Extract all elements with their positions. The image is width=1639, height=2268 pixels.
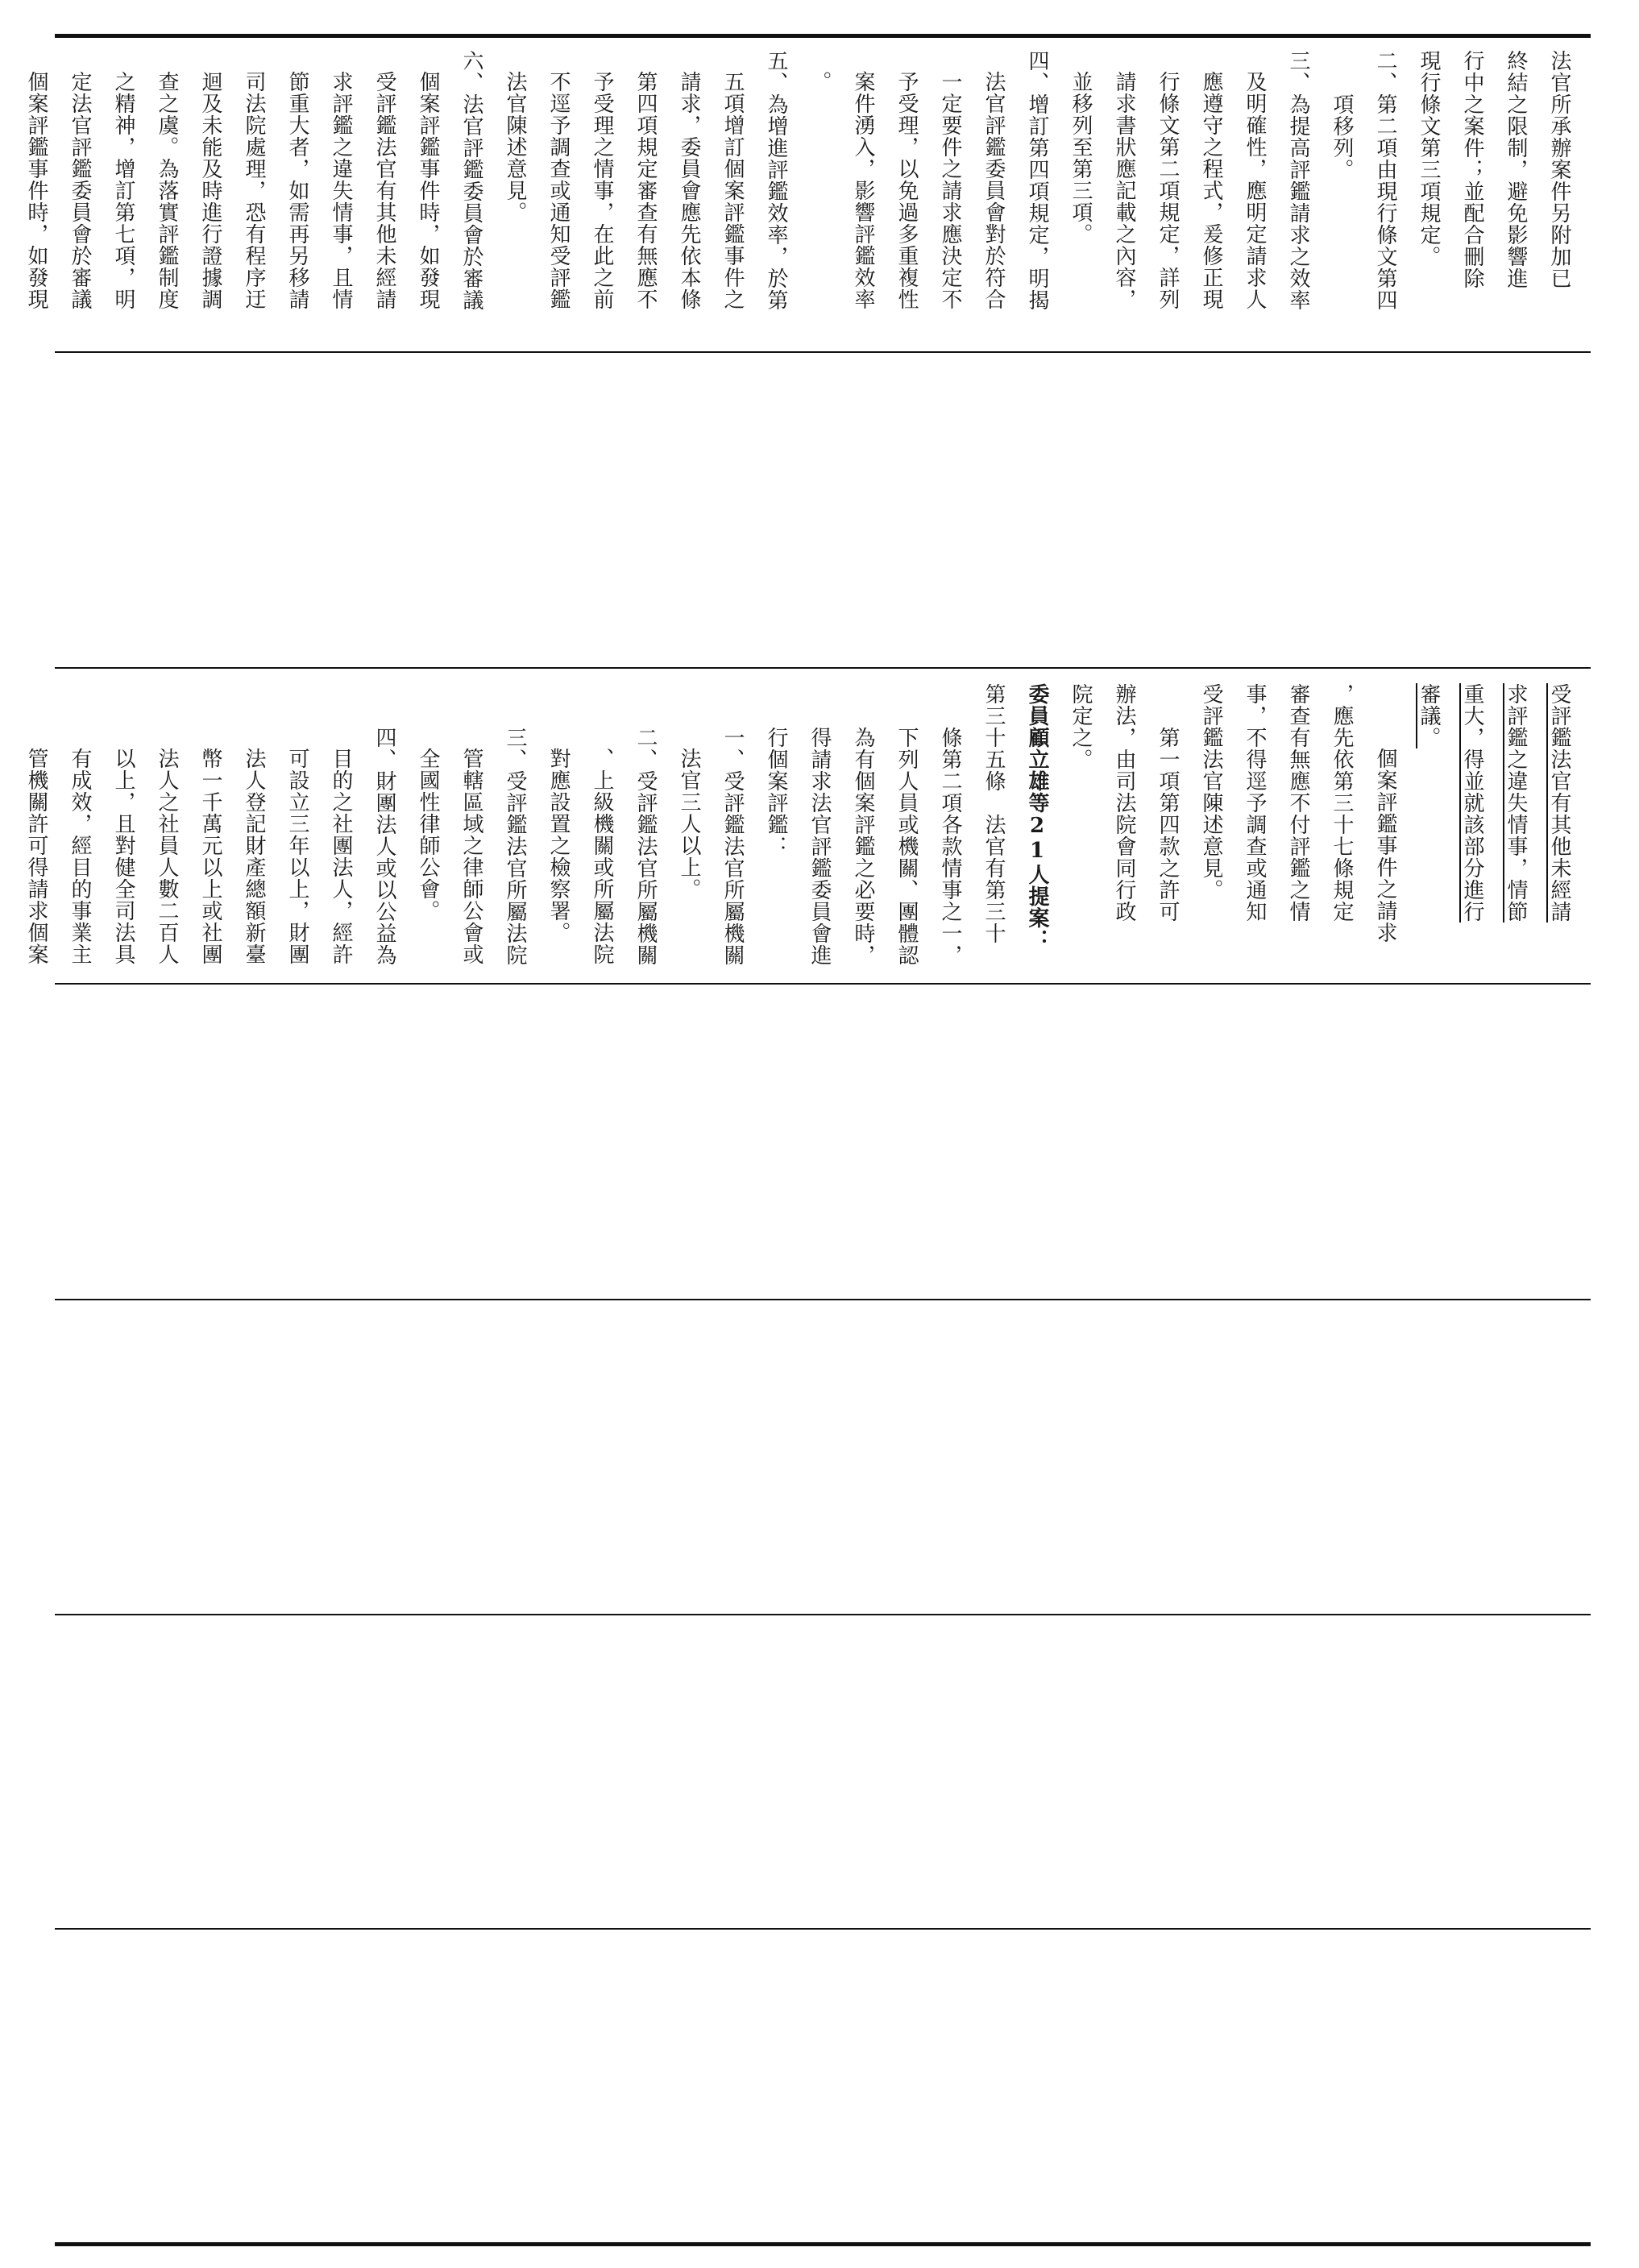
text-line: 個案評鑑事件之請求 — [1373, 748, 1397, 943]
text-line: 五項增訂個案評鑑事件之 — [720, 71, 745, 310]
text-line: 終結之限制，避免影響進 — [1504, 50, 1528, 289]
text-line: 。 — [807, 71, 832, 93]
text-line: 事，不得逕予調查或通知 — [1243, 683, 1267, 923]
vertical-text-reasons — [15, 50, 1581, 340]
text-line: 重大，得並就該部分進行 — [1460, 683, 1484, 923]
text-line: 節重大者，如需再另移請 — [285, 71, 309, 310]
text-line: 一定要件之請求應決定不 — [938, 71, 962, 310]
text-line: 司法院處理，恐有程序迂 — [242, 71, 266, 310]
text-line: 第四項規定審查有無應不 — [633, 71, 658, 310]
text-line: 委員顧立雄等21人提案： — [1025, 683, 1049, 951]
text-line: 三、受評鑑法官所屬法院 — [503, 727, 527, 966]
column-reasons-block — [24, 35, 1591, 351]
bottom-rule — [55, 2242, 1591, 2246]
row-divider-1 — [55, 351, 1591, 353]
text-line: 受評鑑法官有其他未經請 — [1547, 683, 1571, 923]
text-line: 得請求法官評鑑委員會進 — [807, 727, 832, 966]
text-line: 求評鑑之違失情事，且情 — [329, 71, 353, 310]
text-line: 現行條文第三項規定。 — [1417, 50, 1441, 267]
column-proposal-block — [24, 669, 1591, 983]
text-line: 六、法官評鑑委員會於審議 — [459, 50, 483, 311]
text-line: 對應設置之檢察署。 — [546, 748, 571, 943]
text-line: 個案評鑑事件時，如發現 — [416, 71, 440, 310]
text-line: 行個案評鑑： — [764, 727, 788, 857]
text-line: 二、受評鑑法官所屬機關 — [633, 727, 658, 966]
text-line: 予受理之情事，在此之前 — [590, 71, 614, 310]
text-line: 查之虞。為落實評鑑制度 — [155, 71, 179, 310]
text-line: 法官評鑑委員會對於符合 — [981, 71, 1006, 310]
text-line: 下列人員或機關、團體認 — [894, 727, 919, 966]
text-line: 及明確性，應明定請求人 — [1243, 71, 1267, 310]
text-line: 並移列至第三項。 — [1068, 71, 1093, 245]
text-line: 條第二項各款情事之一， — [938, 727, 962, 966]
text-line: 應遵守之程式，爰修正現 — [1199, 71, 1223, 310]
text-line: 審查有無應不付評鑑之情 — [1286, 683, 1310, 923]
row-divider-4 — [55, 1299, 1591, 1300]
text-line: 管機關許可得請求個案 — [24, 748, 48, 965]
text-line: 以上，且對健全司法具 — [111, 748, 135, 965]
text-line: 案件湧入，影響評鑑效率 — [851, 71, 875, 310]
text-line: 審議。 — [1417, 683, 1441, 748]
text-line: 一、受評鑑法官所屬機關 — [720, 727, 745, 966]
text-line: 辦法，由司法院會同行政 — [1112, 683, 1136, 923]
text-line: 法官所承辦案件另附加已 — [1547, 50, 1571, 289]
text-line: 予受理，以免過多重複性 — [894, 71, 919, 310]
row-divider-5 — [55, 1614, 1591, 1615]
text-line: 求評鑑之違失情事，情節 — [1504, 683, 1528, 923]
text-line: 法人登記財產總額新臺 — [242, 748, 266, 965]
text-line: 迴及未能及時進行證據調 — [198, 71, 222, 310]
text-line: 法官三人以上。 — [677, 748, 701, 900]
text-line: 幣一千萬元以上或社團 — [198, 748, 222, 965]
text-line: 四、財團法人或以公益為 — [372, 727, 396, 966]
text-line: 為有個案評鑑之必要時， — [851, 727, 875, 966]
text-line: 項移列。 — [1330, 93, 1354, 180]
text-line: 定法官評鑑委員會於審議 — [68, 71, 92, 310]
text-line: 三、為提高評鑑請求之效率 — [1286, 50, 1310, 311]
row-divider-6 — [55, 1928, 1591, 1930]
row-divider-3 — [55, 983, 1591, 985]
text-line: 有成效，經目的事業主 — [68, 748, 92, 965]
text-line: 行中之案件；並配合刪除 — [1460, 50, 1484, 289]
text-line: 院定之。 — [1068, 683, 1093, 770]
text-line: 請求，委員會應先依本條 — [677, 71, 701, 310]
text-line: 全國性律師公會。 — [416, 748, 440, 922]
text-line: 不逕予調查或通知受評鑑 — [546, 71, 571, 310]
text-line: ，應先依第三十七條規定 — [1330, 683, 1354, 923]
vertical-text-proposal — [15, 683, 1581, 973]
text-line: 管轄區域之律師公會或 — [459, 748, 483, 965]
text-line: 請求書狀應記載之內容， — [1112, 71, 1136, 310]
text-line: 之精神，增訂第七項，明 — [111, 71, 135, 310]
text-line: 二、第二項由現行條文第四 — [1373, 50, 1397, 311]
text-line: 四、增訂第四項規定，明揭 — [1025, 50, 1049, 311]
text-line: 個案評鑑事件時，如發現 — [24, 71, 48, 310]
text-line: 受評鑑法官陳述意見。 — [1199, 683, 1223, 901]
text-line: 五、為增進評鑑效率，於第 — [764, 50, 788, 311]
text-line: 第一項第四款之許可 — [1156, 727, 1180, 923]
text-line: 行條文第二項規定，詳列 — [1156, 71, 1180, 310]
text-line: 法官陳述意見。 — [503, 71, 527, 223]
text-line: 第三十五條 法官有第三十 — [981, 683, 1006, 944]
text-line: 受評鑑法官有其他未經請 — [372, 71, 396, 310]
text-line: 目的之社團法人，經許 — [329, 748, 353, 965]
text-line: 、上級機關或所屬法院 — [590, 748, 614, 965]
text-line: 可設立三年以上，財團 — [285, 748, 309, 965]
text-line: 法人之社員人數二百人 — [155, 748, 179, 965]
